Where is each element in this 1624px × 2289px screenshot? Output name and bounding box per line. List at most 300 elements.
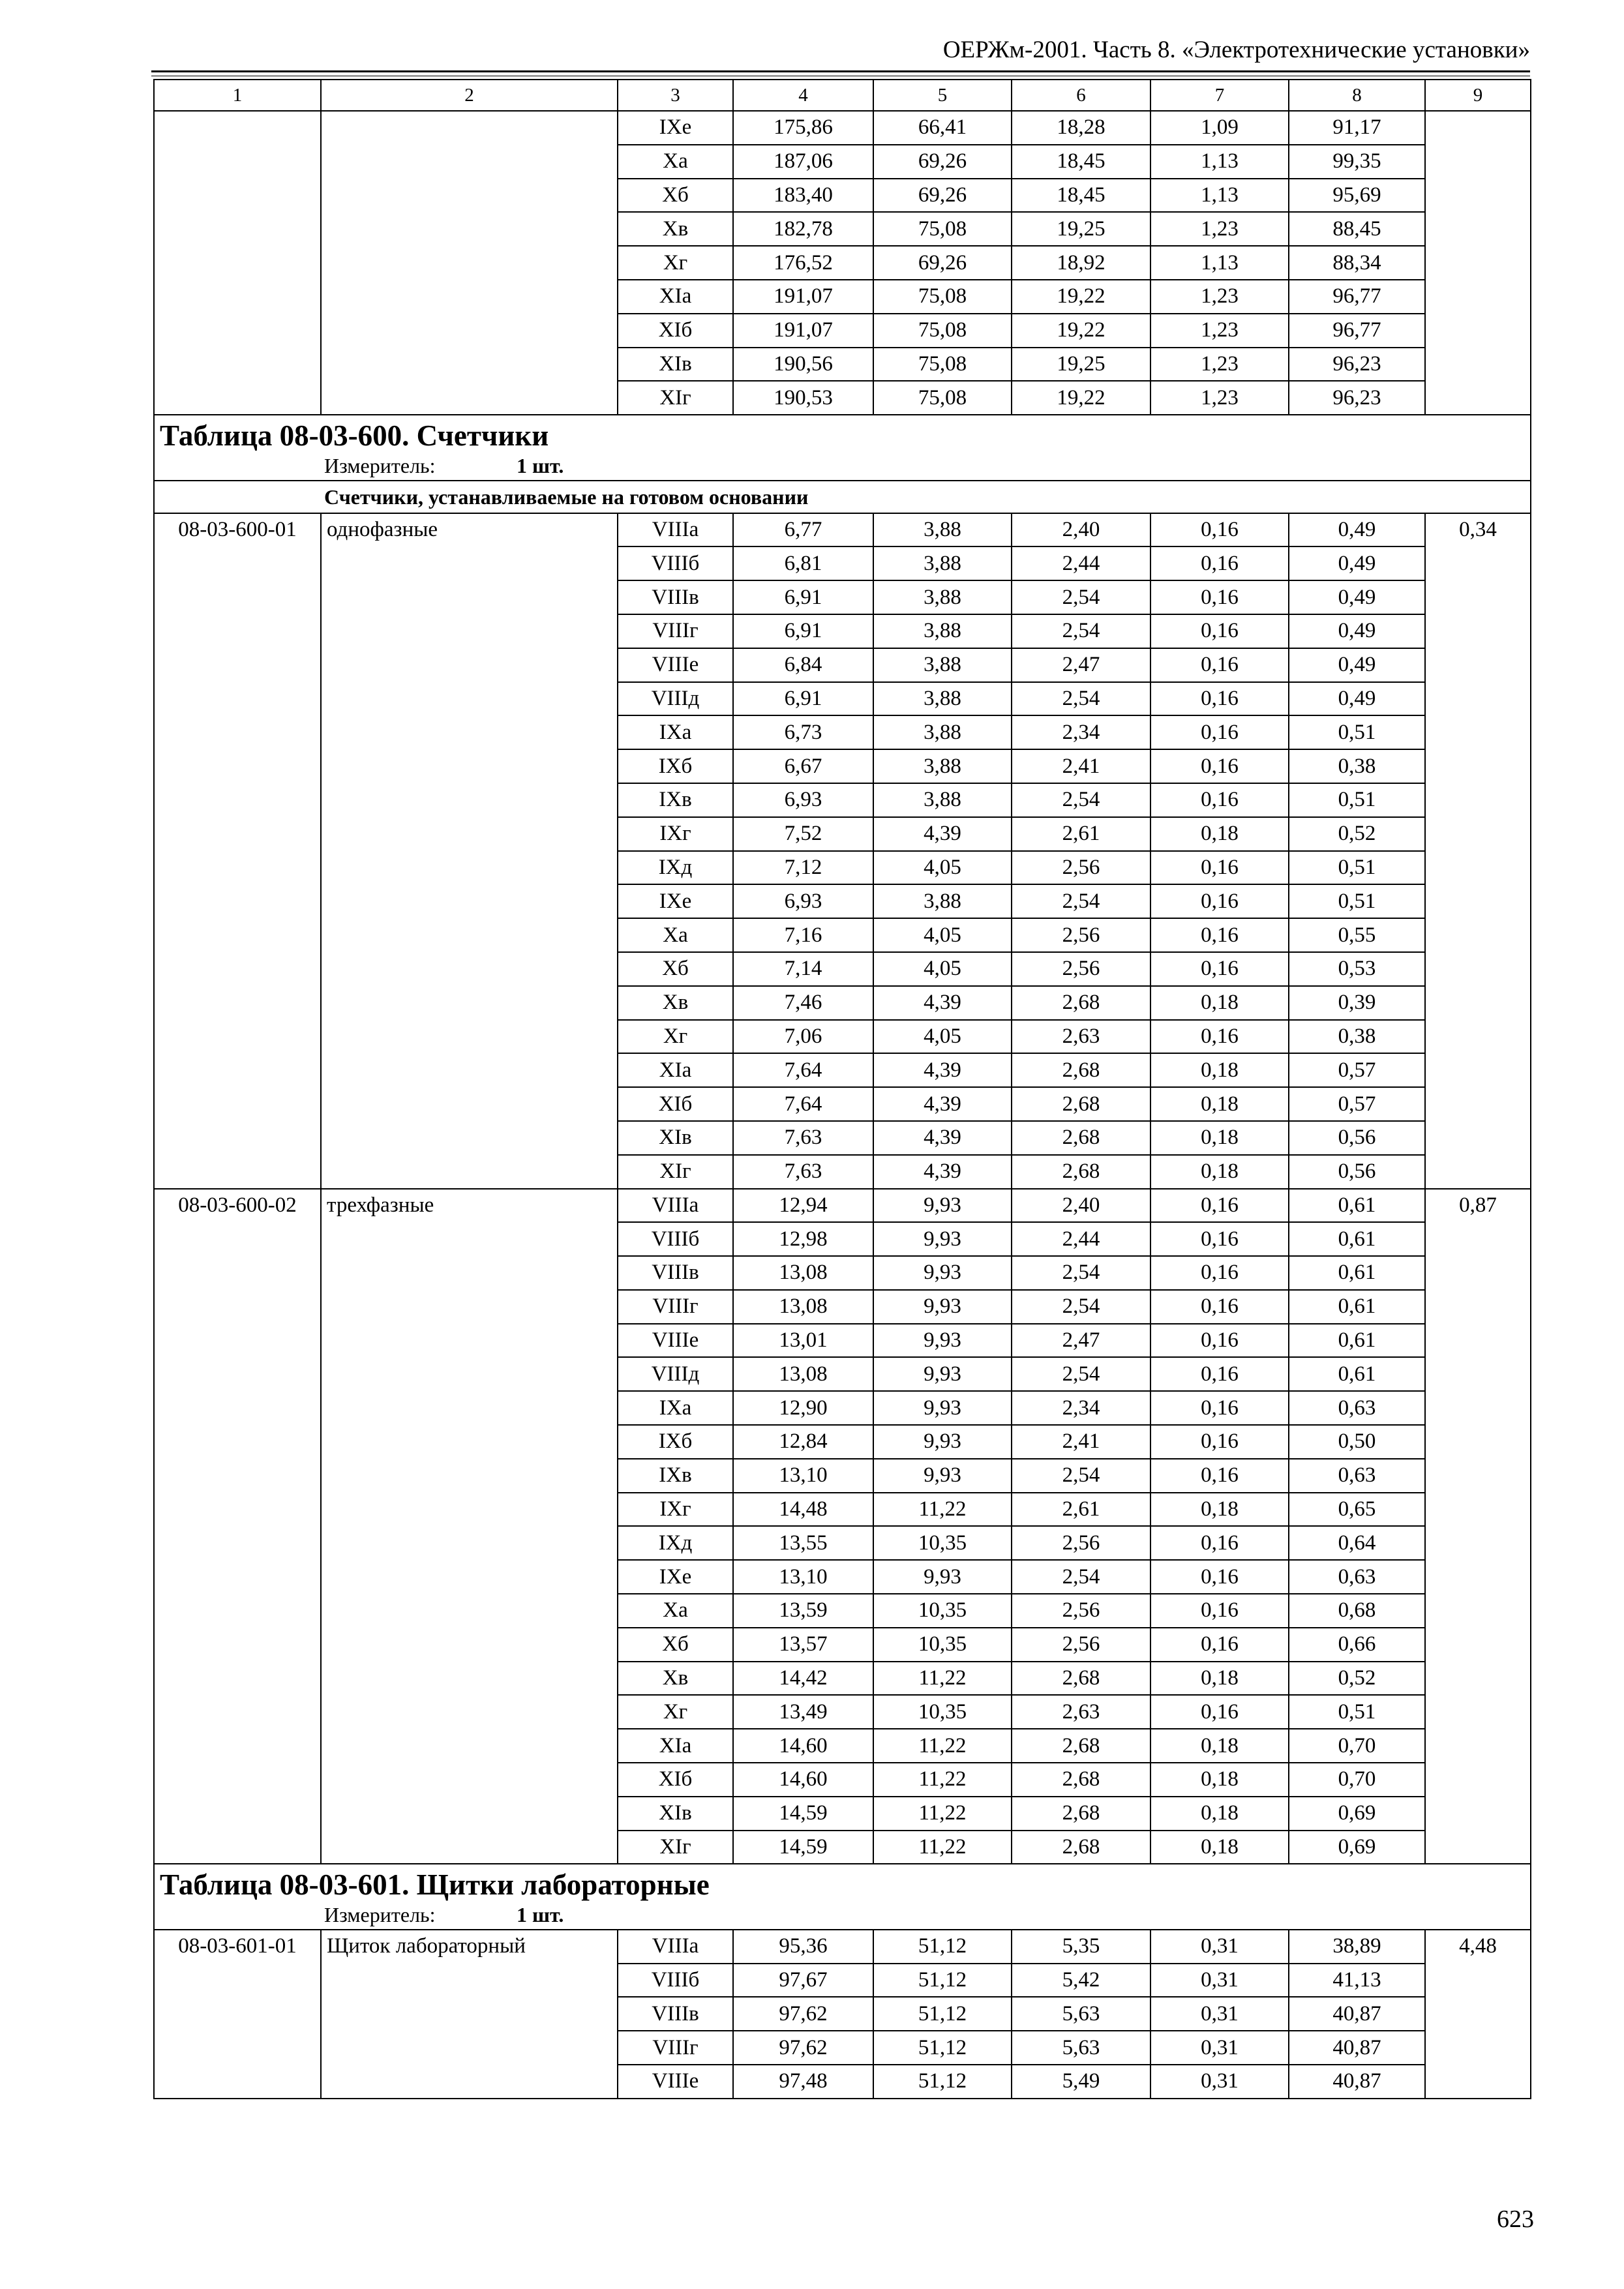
machine-operation: 5,42 xyxy=(1012,1964,1150,1997)
price-zone: IXе xyxy=(618,1560,733,1594)
machine-operation: 18,92 xyxy=(1012,246,1150,280)
machine-operation: 2,54 xyxy=(1012,1290,1150,1324)
machinist-wages: 1,13 xyxy=(1150,179,1289,213)
direct-costs: 12,84 xyxy=(733,1425,873,1459)
machine-operation: 2,54 xyxy=(1012,580,1150,614)
price-zone: VIIIв xyxy=(618,1256,733,1290)
materials: 0,57 xyxy=(1289,1087,1425,1121)
labor-wages: 11,22 xyxy=(873,1831,1012,1864)
machinist-wages: 0,16 xyxy=(1150,513,1289,547)
machine-operation: 2,54 xyxy=(1012,682,1150,716)
labor-wages: 4,05 xyxy=(873,851,1012,885)
labor-wages: 75,08 xyxy=(873,212,1012,246)
machinist-wages: 0,16 xyxy=(1150,1020,1289,1054)
machinist-wages: 0,16 xyxy=(1150,749,1289,783)
machinist-wages: 0,18 xyxy=(1150,1121,1289,1155)
direct-costs: 13,10 xyxy=(733,1459,873,1493)
materials: 0,50 xyxy=(1289,1425,1425,1459)
materials: 38,89 xyxy=(1289,1930,1425,1964)
direct-costs: 6,91 xyxy=(733,580,873,614)
price-zone: IXа xyxy=(618,715,733,749)
labor-wages: 4,39 xyxy=(873,817,1012,851)
direct-costs: 7,64 xyxy=(733,1087,873,1121)
machine-operation: 2,44 xyxy=(1012,1222,1150,1256)
labor-wages: 11,22 xyxy=(873,1729,1012,1763)
machine-operation: 19,22 xyxy=(1012,314,1150,348)
direct-costs: 12,98 xyxy=(733,1222,873,1256)
materials: 0,57 xyxy=(1289,1053,1425,1087)
machinist-wages: 0,18 xyxy=(1150,1493,1289,1527)
machine-operation: 2,56 xyxy=(1012,1628,1150,1662)
materials: 99,35 xyxy=(1289,145,1425,179)
labor-wages: 3,88 xyxy=(873,614,1012,648)
direct-costs: 13,08 xyxy=(733,1357,873,1391)
column-number: 2 xyxy=(321,80,618,111)
unit-label: Измеритель: xyxy=(324,1902,436,1926)
materials: 0,70 xyxy=(1289,1729,1425,1763)
direct-costs: 14,59 xyxy=(733,1797,873,1831)
machine-operation: 18,28 xyxy=(1012,111,1150,145)
price-zone: XIа xyxy=(618,1053,733,1087)
direct-costs: 6,91 xyxy=(733,682,873,716)
price-zone: VIIIе xyxy=(618,1324,733,1358)
machine-operation: 2,56 xyxy=(1012,1526,1150,1560)
materials: 0,52 xyxy=(1289,1662,1425,1696)
labor-costs: 0,34 xyxy=(1425,513,1531,1189)
machinist-wages: 0,31 xyxy=(1150,1964,1289,1997)
price-zone: VIIIа xyxy=(618,1189,733,1223)
machine-operation: 2,54 xyxy=(1012,1357,1150,1391)
column-number: 1 xyxy=(154,80,321,111)
labor-wages: 10,35 xyxy=(873,1594,1012,1628)
direct-costs: 187,06 xyxy=(733,145,873,179)
labor-costs: 4,48 xyxy=(1425,1930,1531,2099)
labor-wages: 9,93 xyxy=(873,1256,1012,1290)
machine-operation: 2,68 xyxy=(1012,1662,1150,1696)
machine-operation: 2,54 xyxy=(1012,1560,1150,1594)
labor-wages: 9,93 xyxy=(873,1391,1012,1425)
machine-operation: 19,22 xyxy=(1012,280,1150,314)
direct-costs: 7,06 xyxy=(733,1020,873,1054)
table-title-row xyxy=(154,1864,1531,1929)
labor-wages: 3,88 xyxy=(873,783,1012,817)
materials: 0,69 xyxy=(1289,1831,1425,1864)
machine-operation: 18,45 xyxy=(1012,179,1150,213)
materials: 96,77 xyxy=(1289,314,1425,348)
header-rule xyxy=(151,70,1530,72)
price-zone: IXб xyxy=(618,749,733,783)
machine-operation: 5,35 xyxy=(1012,1930,1150,1964)
item-name: однофазные xyxy=(321,513,618,1189)
page-number: 623 xyxy=(1497,2206,1534,2233)
machine-operation: 5,63 xyxy=(1012,2031,1150,2065)
labor-wages: 3,88 xyxy=(873,580,1012,614)
materials: 88,45 xyxy=(1289,212,1425,246)
machinist-wages: 0,31 xyxy=(1150,1930,1289,1964)
price-zone: Xб xyxy=(618,179,733,213)
labor-wages: 3,88 xyxy=(873,749,1012,783)
direct-costs: 190,56 xyxy=(733,348,873,382)
direct-costs: 6,84 xyxy=(733,648,873,682)
machine-operation: 2,34 xyxy=(1012,715,1150,749)
labor-wages: 69,26 xyxy=(873,145,1012,179)
direct-costs: 13,59 xyxy=(733,1594,873,1628)
labor-wages: 75,08 xyxy=(873,348,1012,382)
price-zone: XIв xyxy=(618,1797,733,1831)
price-zone: XIб xyxy=(618,1763,733,1797)
direct-costs: 97,48 xyxy=(733,2065,873,2099)
machine-operation: 2,47 xyxy=(1012,1324,1150,1358)
price-zone: VIIIб xyxy=(618,546,733,580)
price-zone: XIб xyxy=(618,1087,733,1121)
materials: 0,61 xyxy=(1289,1357,1425,1391)
labor-wages: 10,35 xyxy=(873,1628,1012,1662)
labor-wages: 4,39 xyxy=(873,986,1012,1020)
price-zone: XIв xyxy=(618,1121,733,1155)
direct-costs: 7,46 xyxy=(733,986,873,1020)
machinist-wages: 0,18 xyxy=(1150,1155,1289,1189)
direct-costs: 13,10 xyxy=(733,1560,873,1594)
machinist-wages: 0,18 xyxy=(1150,1763,1289,1797)
materials: 95,69 xyxy=(1289,179,1425,213)
price-zone: VIIIг xyxy=(618,614,733,648)
direct-costs: 6,77 xyxy=(733,513,873,547)
direct-costs: 12,94 xyxy=(733,1189,873,1223)
direct-costs: 182,78 xyxy=(733,212,873,246)
machinist-wages: 0,31 xyxy=(1150,1997,1289,2031)
machine-operation: 2,54 xyxy=(1012,1256,1150,1290)
materials: 40,87 xyxy=(1289,2065,1425,2099)
materials: 0,49 xyxy=(1289,513,1425,547)
price-zone: VIIIв xyxy=(618,580,733,614)
labor-wages: 4,39 xyxy=(873,1155,1012,1189)
price-zone: IXв xyxy=(618,783,733,817)
machinist-wages: 1,23 xyxy=(1150,381,1289,415)
labor-wages: 10,35 xyxy=(873,1695,1012,1729)
machinist-wages: 1,13 xyxy=(1150,145,1289,179)
name-cell xyxy=(321,111,618,415)
unit-line xyxy=(160,453,1525,479)
direct-costs: 6,93 xyxy=(733,884,873,918)
materials: 0,69 xyxy=(1289,1797,1425,1831)
item-code: 08-03-601-01 xyxy=(154,1930,321,2099)
labor-wages: 75,08 xyxy=(873,280,1012,314)
direct-costs: 14,59 xyxy=(733,1831,873,1864)
materials: 0,53 xyxy=(1289,952,1425,986)
machinist-wages: 0,18 xyxy=(1150,1662,1289,1696)
machine-operation: 2,56 xyxy=(1012,1594,1150,1628)
machine-operation: 2,63 xyxy=(1012,1020,1150,1054)
machinist-wages: 0,16 xyxy=(1150,1695,1289,1729)
machinist-wages: 0,16 xyxy=(1150,952,1289,986)
machinist-wages: 0,16 xyxy=(1150,546,1289,580)
table-row xyxy=(154,1930,1531,1964)
machinist-wages: 0,18 xyxy=(1150,817,1289,851)
materials: 0,61 xyxy=(1289,1256,1425,1290)
labor-wages: 4,39 xyxy=(873,1121,1012,1155)
materials: 0,63 xyxy=(1289,1459,1425,1493)
labor-wages: 69,26 xyxy=(873,179,1012,213)
price-zone: IXе xyxy=(618,884,733,918)
machinist-wages: 0,16 xyxy=(1150,1189,1289,1223)
machinist-wages: 0,16 xyxy=(1150,851,1289,885)
column-number: 7 xyxy=(1150,80,1289,111)
machine-operation: 2,54 xyxy=(1012,884,1150,918)
labor-wages: 11,22 xyxy=(873,1662,1012,1696)
price-zone: IXг xyxy=(618,1493,733,1527)
materials: 0,51 xyxy=(1289,1695,1425,1729)
materials: 0,70 xyxy=(1289,1763,1425,1797)
direct-costs: 97,67 xyxy=(733,1964,873,1997)
materials: 88,34 xyxy=(1289,246,1425,280)
direct-costs: 7,14 xyxy=(733,952,873,986)
machine-operation: 2,68 xyxy=(1012,1121,1150,1155)
materials: 40,87 xyxy=(1289,1997,1425,2031)
price-zone: VIIIг xyxy=(618,1290,733,1324)
machine-operation: 2,56 xyxy=(1012,851,1150,885)
machinist-wages: 0,31 xyxy=(1150,2065,1289,2099)
materials: 0,38 xyxy=(1289,1020,1425,1054)
direct-costs: 13,08 xyxy=(733,1256,873,1290)
machine-operation: 5,49 xyxy=(1012,2065,1150,2099)
direct-costs: 14,60 xyxy=(733,1763,873,1797)
labor-wages: 9,93 xyxy=(873,1290,1012,1324)
labor-wages: 3,88 xyxy=(873,884,1012,918)
direct-costs: 14,42 xyxy=(733,1662,873,1696)
direct-costs: 191,07 xyxy=(733,280,873,314)
machine-operation: 2,68 xyxy=(1012,1155,1150,1189)
materials: 0,61 xyxy=(1289,1189,1425,1223)
machinist-wages: 0,16 xyxy=(1150,1425,1289,1459)
labor-wages: 3,88 xyxy=(873,546,1012,580)
materials: 0,49 xyxy=(1289,546,1425,580)
labor-wages: 51,12 xyxy=(873,1964,1012,1997)
labor-wages: 9,93 xyxy=(873,1189,1012,1223)
labor-wages: 3,88 xyxy=(873,648,1012,682)
subsection-title: Счетчики, устанавливаемые на готовом основании xyxy=(154,481,1531,513)
table-title-row xyxy=(154,415,1531,480)
direct-costs: 95,36 xyxy=(733,1930,873,1964)
direct-costs: 7,63 xyxy=(733,1155,873,1189)
materials: 0,51 xyxy=(1289,783,1425,817)
labor-wages: 9,93 xyxy=(873,1560,1012,1594)
labor-wages: 3,88 xyxy=(873,715,1012,749)
machinist-wages: 0,16 xyxy=(1150,1222,1289,1256)
machinist-wages: 0,16 xyxy=(1150,1357,1289,1391)
price-zone: Xг xyxy=(618,1020,733,1054)
materials: 0,49 xyxy=(1289,614,1425,648)
machine-operation: 2,41 xyxy=(1012,1425,1150,1459)
materials: 0,65 xyxy=(1289,1493,1425,1527)
materials: 0,55 xyxy=(1289,918,1425,952)
column-number: 6 xyxy=(1012,80,1150,111)
materials: 40,87 xyxy=(1289,2031,1425,2065)
machinist-wages: 0,16 xyxy=(1150,1526,1289,1560)
price-zone: IXг xyxy=(618,817,733,851)
materials: 0,49 xyxy=(1289,580,1425,614)
price-zone: VIIIг xyxy=(618,2031,733,2065)
price-zone: Xг xyxy=(618,246,733,280)
labor-wages: 51,12 xyxy=(873,1997,1012,2031)
machinist-wages: 1,23 xyxy=(1150,280,1289,314)
machine-operation: 2,40 xyxy=(1012,513,1150,547)
direct-costs: 6,73 xyxy=(733,715,873,749)
direct-costs: 6,81 xyxy=(733,546,873,580)
machine-operation: 2,54 xyxy=(1012,1459,1150,1493)
price-zone: XIа xyxy=(618,1729,733,1763)
machine-operation: 2,68 xyxy=(1012,1763,1150,1797)
machine-operation: 2,41 xyxy=(1012,749,1150,783)
machinist-wages: 0,18 xyxy=(1150,1831,1289,1864)
labor-wages: 3,88 xyxy=(873,513,1012,547)
machinist-wages: 0,16 xyxy=(1150,1324,1289,1358)
machinist-wages: 0,16 xyxy=(1150,648,1289,682)
price-zone: Xв xyxy=(618,212,733,246)
price-zone: VIIIв xyxy=(618,1997,733,2031)
price-zone: VIIIе xyxy=(618,2065,733,2099)
materials: 0,68 xyxy=(1289,1594,1425,1628)
price-zone: VIIIа xyxy=(618,513,733,547)
price-zone: XIг xyxy=(618,1155,733,1189)
item-name: Щиток лабораторный xyxy=(321,1930,618,2099)
price-zone: Xа xyxy=(618,145,733,179)
column-number: 5 xyxy=(873,80,1012,111)
running-header: ОЕРЖм-2001. Часть 8. «Электротехнические установки» xyxy=(942,37,1530,63)
materials: 0,39 xyxy=(1289,986,1425,1020)
machinist-wages: 0,16 xyxy=(1150,1391,1289,1425)
price-zone: VIIIб xyxy=(618,1222,733,1256)
labor-wages: 9,93 xyxy=(873,1425,1012,1459)
item-name: трехфазные xyxy=(321,1189,618,1864)
unit-value: 1 шт. xyxy=(517,1902,564,1926)
materials: 0,51 xyxy=(1289,851,1425,885)
machinist-wages: 1,13 xyxy=(1150,246,1289,280)
materials: 0,51 xyxy=(1289,884,1425,918)
direct-costs: 97,62 xyxy=(733,2031,873,2065)
materials: 0,64 xyxy=(1289,1526,1425,1560)
machinist-wages: 0,16 xyxy=(1150,580,1289,614)
price-zone: IXб xyxy=(618,1425,733,1459)
labor-wages: 4,05 xyxy=(873,918,1012,952)
labor-wages: 75,08 xyxy=(873,314,1012,348)
materials: 0,66 xyxy=(1289,1628,1425,1662)
unit-value: 1 шт. xyxy=(517,453,564,477)
machine-operation: 19,25 xyxy=(1012,212,1150,246)
direct-costs: 13,57 xyxy=(733,1628,873,1662)
price-zone: Xб xyxy=(618,952,733,986)
machinist-wages: 0,16 xyxy=(1150,614,1289,648)
machinist-wages: 0,16 xyxy=(1150,1594,1289,1628)
machine-operation: 2,40 xyxy=(1012,1189,1150,1223)
price-zone: Xв xyxy=(618,1662,733,1696)
price-zone: IXе xyxy=(618,111,733,145)
labor-wages: 51,12 xyxy=(873,2031,1012,2065)
table-row xyxy=(154,1189,1531,1223)
subsection-row xyxy=(154,481,1531,513)
direct-costs: 175,86 xyxy=(733,111,873,145)
direct-costs: 6,93 xyxy=(733,783,873,817)
price-zone: XIг xyxy=(618,1831,733,1864)
price-zone: Xа xyxy=(618,918,733,952)
direct-costs: 14,60 xyxy=(733,1729,873,1763)
materials: 0,61 xyxy=(1289,1290,1425,1324)
item-code: 08-03-600-01 xyxy=(154,513,321,1189)
direct-costs: 176,52 xyxy=(733,246,873,280)
price-zone: Xа xyxy=(618,1594,733,1628)
machine-operation: 2,34 xyxy=(1012,1391,1150,1425)
labor-wages: 4,39 xyxy=(873,1087,1012,1121)
labor-wages: 10,35 xyxy=(873,1526,1012,1560)
machine-operation: 2,68 xyxy=(1012,986,1150,1020)
labor-wages: 9,93 xyxy=(873,1222,1012,1256)
materials: 0,38 xyxy=(1289,749,1425,783)
direct-costs: 13,01 xyxy=(733,1324,873,1358)
labor-wages: 51,12 xyxy=(873,2065,1012,2099)
machine-operation: 19,22 xyxy=(1012,381,1150,415)
direct-costs: 7,63 xyxy=(733,1121,873,1155)
machine-operation: 2,68 xyxy=(1012,1087,1150,1121)
machine-operation: 2,63 xyxy=(1012,1695,1150,1729)
table-row xyxy=(154,513,1531,547)
machine-operation: 2,56 xyxy=(1012,918,1150,952)
machinist-wages: 0,31 xyxy=(1150,2031,1289,2065)
direct-costs: 12,90 xyxy=(733,1391,873,1425)
machinist-wages: 0,16 xyxy=(1150,1459,1289,1493)
machinist-wages: 0,16 xyxy=(1150,1628,1289,1662)
price-zone: Xв xyxy=(618,986,733,1020)
price-zone: VIIIе xyxy=(618,648,733,682)
machinist-wages: 1,23 xyxy=(1150,314,1289,348)
machinist-wages: 0,18 xyxy=(1150,1087,1289,1121)
item-code: 08-03-600-02 xyxy=(154,1189,321,1864)
machine-operation: 2,54 xyxy=(1012,614,1150,648)
labor-wages: 11,22 xyxy=(873,1493,1012,1527)
labor-wages: 9,93 xyxy=(873,1459,1012,1493)
machine-operation: 2,56 xyxy=(1012,952,1150,986)
labor-wages: 4,05 xyxy=(873,1020,1012,1054)
materials: 0,63 xyxy=(1289,1560,1425,1594)
machinist-wages: 1,23 xyxy=(1150,212,1289,246)
machinist-wages: 0,16 xyxy=(1150,715,1289,749)
column-number-row xyxy=(154,80,1531,111)
machine-operation: 18,45 xyxy=(1012,145,1150,179)
materials: 0,56 xyxy=(1289,1155,1425,1189)
labor-wages: 75,08 xyxy=(873,381,1012,415)
column-number: 9 xyxy=(1425,80,1531,111)
machine-operation: 2,44 xyxy=(1012,546,1150,580)
materials: 0,49 xyxy=(1289,682,1425,716)
price-zone: IXа xyxy=(618,1391,733,1425)
labor-wages: 11,22 xyxy=(873,1797,1012,1831)
machinist-wages: 0,18 xyxy=(1150,1729,1289,1763)
materials: 0,52 xyxy=(1289,817,1425,851)
machine-operation: 2,68 xyxy=(1012,1797,1150,1831)
materials: 0,61 xyxy=(1289,1324,1425,1358)
direct-costs: 7,52 xyxy=(733,817,873,851)
labor-cell xyxy=(1425,111,1531,415)
labor-wages: 3,88 xyxy=(873,682,1012,716)
labor-wages: 9,93 xyxy=(873,1357,1012,1391)
price-zone: XIб xyxy=(618,314,733,348)
column-number: 4 xyxy=(733,80,873,111)
labor-wages: 4,05 xyxy=(873,952,1012,986)
price-zone: VIIIд xyxy=(618,682,733,716)
price-zone: VIIIб xyxy=(618,1964,733,1997)
materials: 0,63 xyxy=(1289,1391,1425,1425)
labor-wages: 11,22 xyxy=(873,1763,1012,1797)
materials: 41,13 xyxy=(1289,1964,1425,1997)
direct-costs: 13,49 xyxy=(733,1695,873,1729)
